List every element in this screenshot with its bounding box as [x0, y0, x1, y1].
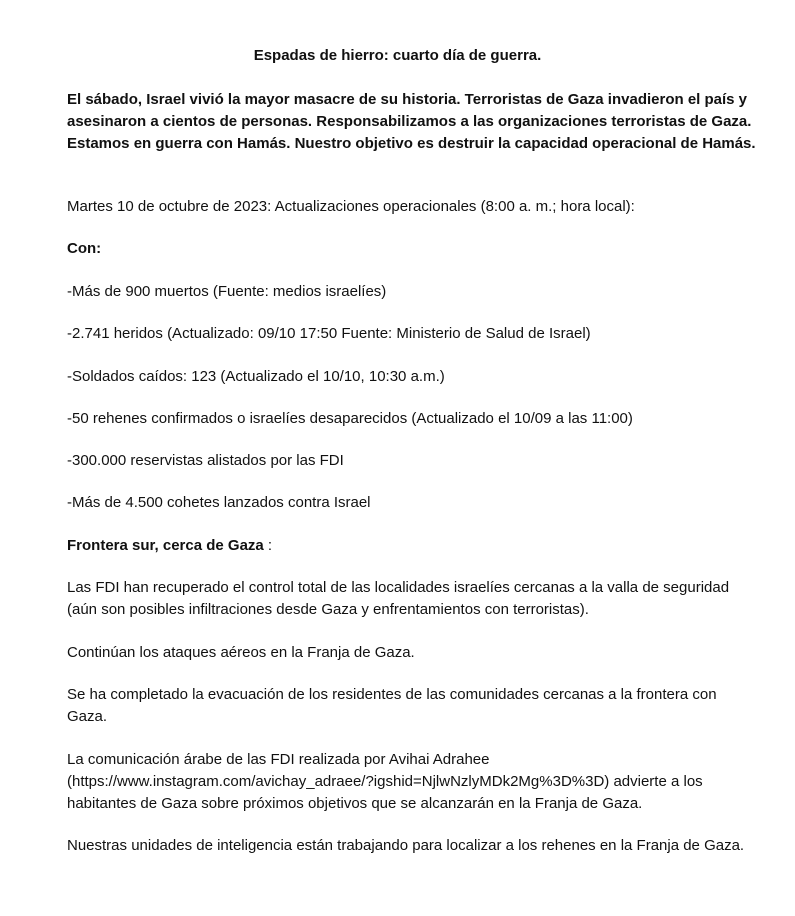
stat-item: -2.741 heridos (Actualizado: 09/10 17:50 Fuente: Ministerio de Salud de Israel) — [67, 325, 591, 342]
paragraph-fdi-control: Las FDI han recuperado el control total de las localidades israelíes cercanas a la valla de seguridad (aún son posibles infiltraciones desde Gaza y enfrentamientos con terroristas). — [67, 579, 730, 618]
south-heading-line — [67, 535, 762, 557]
paragraph-evacuation: Se ha completado la evacuación de los residentes de las comunidades cercanas a la frontera con Gaza. — [67, 686, 717, 725]
document-title: Espadas de hierro: cuarto día de guerra. — [253, 47, 542, 64]
stat-item: -300.000 reservistas alistados por las FDI — [67, 452, 344, 469]
south-heading: Frontera sur, cerca de Gaza — [67, 537, 264, 554]
paragraph-arabic-communication: La comunicación árabe de las FDI realizada por Avihai Adrahee (https://www.instagram.com/avichay_adraee/?igshid=NjlwNzlyMDk2Mg%3D%3D) advierte a los habitantes de Gaza sobre próximos objetivos que se alcanzarán en la Franja de Gaza. — [67, 751, 703, 812]
stat-item: -Más de 4.500 cohetes lanzados contra Israel — [67, 494, 371, 511]
intro-paragraph: El sábado, Israel vivió la mayor masacre de su historia. Terroristas de Gaza invadieron el país y asesinaron a cientos de personas. Responsabilizamos a las organizaciones terroristas de Gaza. Estamos en guerra con Hamás. Nuestro objetivo es destruir la capacidad operacional de Hamás. — [67, 91, 756, 152]
stat-item: -Más de 900 muertos (Fuente: medios israelíes) — [67, 283, 387, 300]
paragraph-intelligence: Nuestras unidades de inteligencia están trabajando para localizar a los rehenes en la Franja de Gaza. — [67, 837, 745, 854]
stat-item: -Soldados caídos: 123 (Actualizado el 10/10, 10:30 a.m.) — [67, 368, 445, 385]
south-heading-suffix: : — [263, 537, 273, 554]
update-line: Martes 10 de octubre de 2023: Actualizaciones operacionales (8:00 a. m.; hora local): — [67, 198, 635, 215]
stat-item: -50 rehenes confirmados o israelíes desaparecidos (Actualizado el 10/09 a las 11:00) — [67, 410, 633, 427]
con-heading: Con: — [67, 240, 102, 257]
paragraph-air-strikes: Continúan los ataques aéreos en la Franja de Gaza. — [67, 644, 415, 661]
